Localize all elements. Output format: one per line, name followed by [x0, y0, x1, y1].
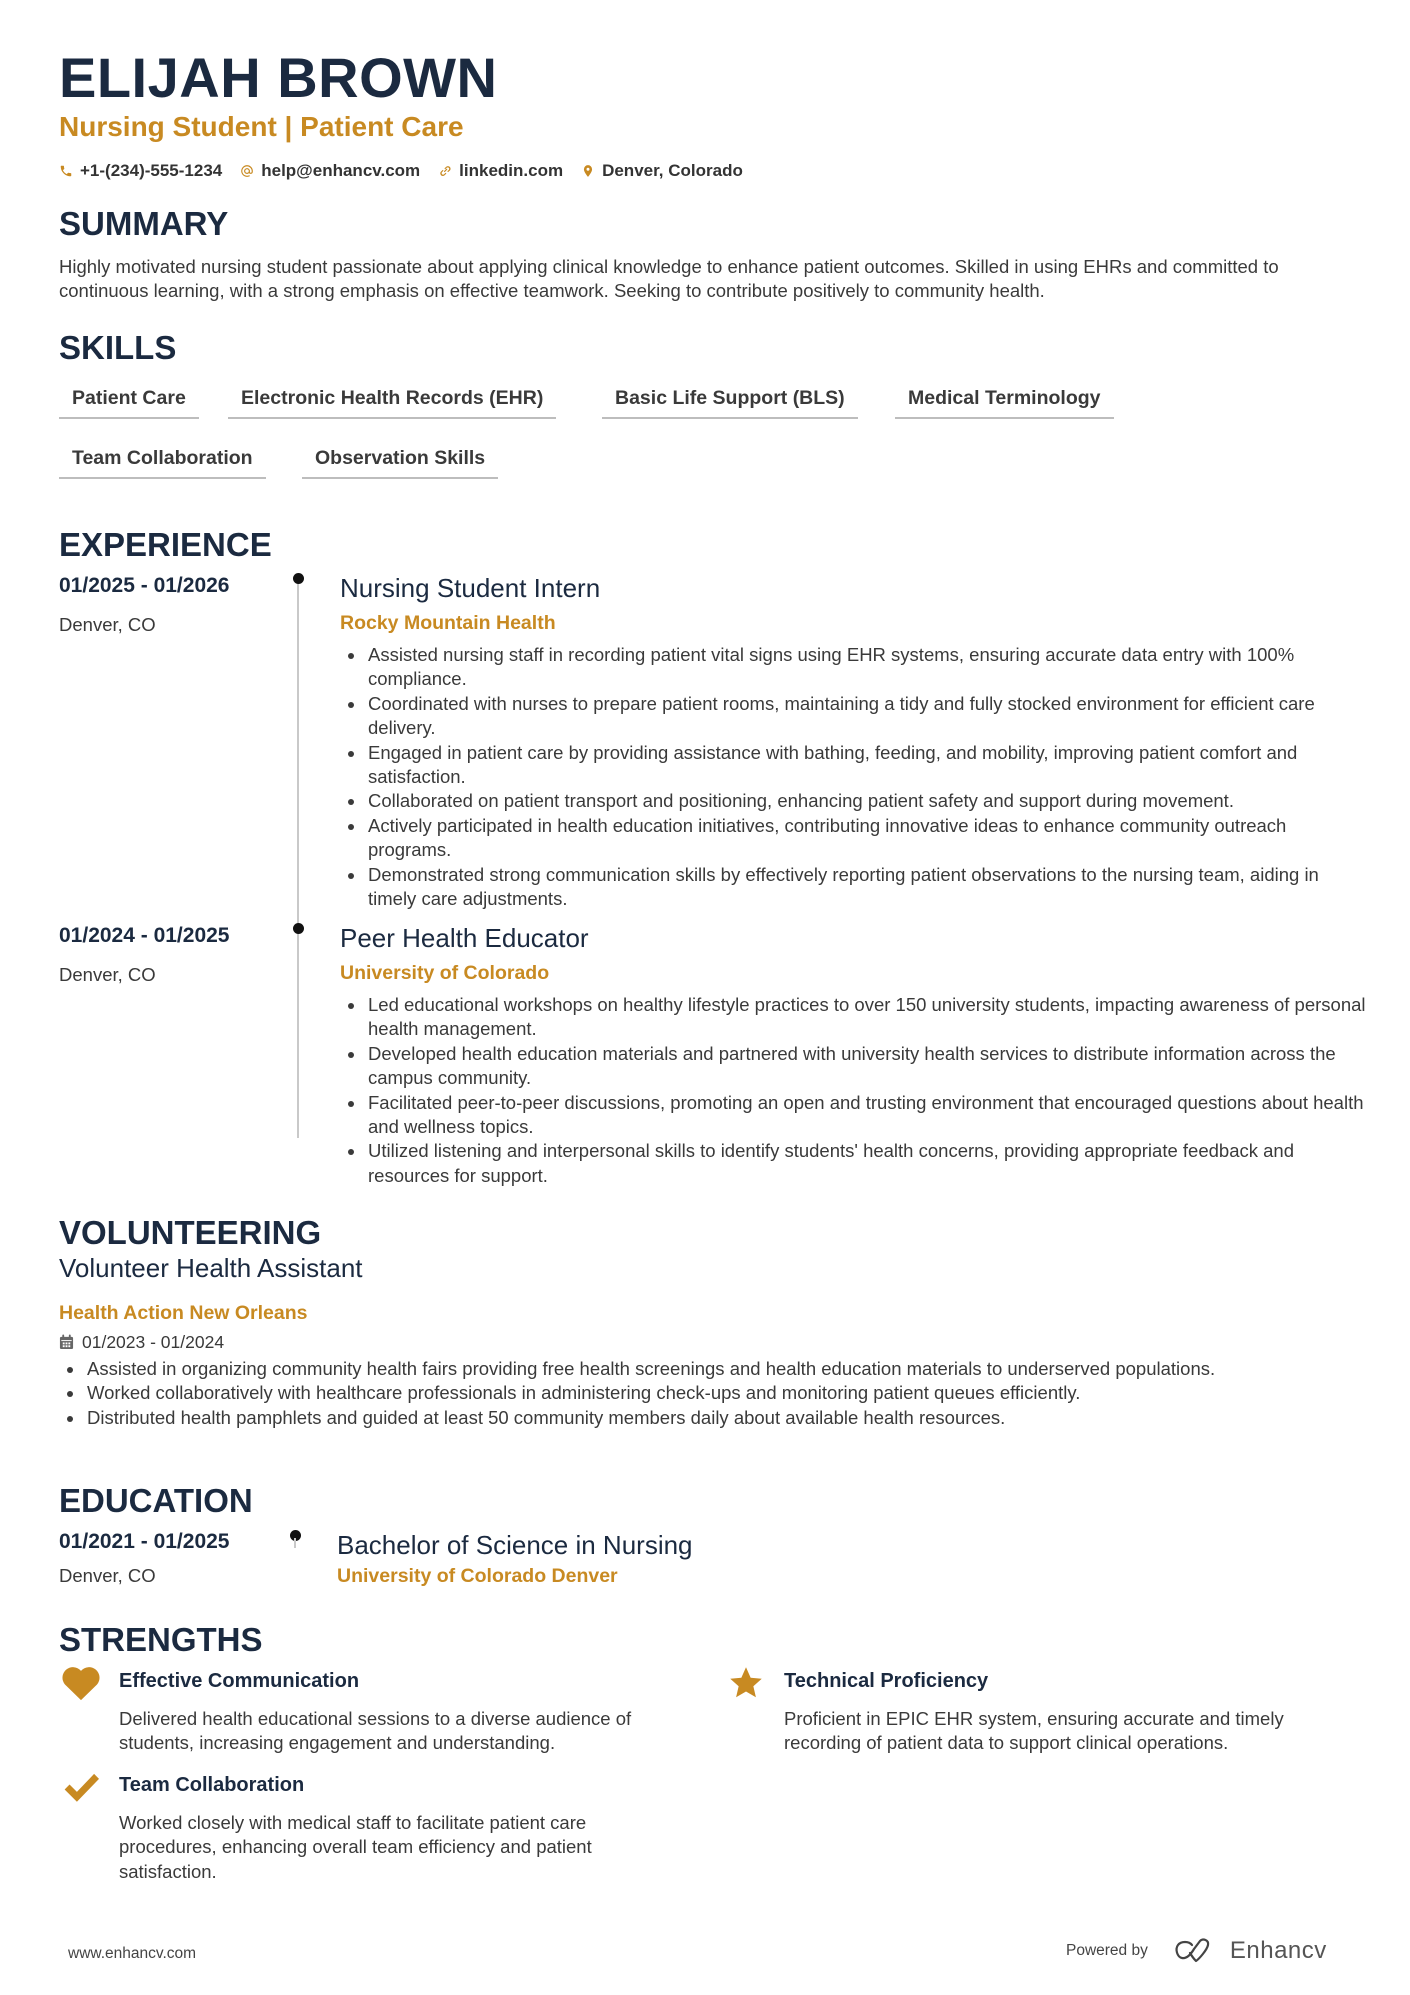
timeline-line [297, 578, 299, 1138]
star-icon [726, 1665, 766, 1701]
skill-chip: Patient Care [59, 383, 199, 419]
calendar-icon [59, 1334, 74, 1350]
phone-icon [59, 164, 73, 178]
contact-linkedin[interactable] [438, 161, 563, 181]
contact-bar [59, 160, 743, 182]
summary-text: Highly motivated nursing student passionate about applying clinical knowledge to enhance patient outcomes. Skilled in using EHRs and committed to continuous learning, with a strong emphasis on effective teamwork. Seeking to contribute positively to community health. [59, 256, 1279, 302]
bullet-item: Actively participated in health education initiatives, contributing innovative ideas to enhance community outreach programs. [340, 814, 1370, 863]
link-icon [438, 164, 452, 178]
brand-name: Enhancv [1229, 1937, 1327, 1964]
strength-title: Effective Communication [119, 1670, 360, 1692]
phone-text: +1-(234)-555-1234 [80, 161, 223, 180]
enhancv-logo-icon [1172, 1937, 1220, 1965]
bullet-item: Assisted nursing staff in recording patient vital signs using EHR systems, ensuring accurate data entry with 100% compliance. [340, 643, 1370, 692]
volunteer-bullets [59, 1357, 1319, 1430]
job-title: Peer Health Educator [340, 923, 589, 953]
bullet-item: Engaged in patient care by providing assistance with bathing, feeding, and mobility, improving patient comfort and satisfaction. [340, 741, 1370, 790]
skill-chip: Basic Life Support (BLS) [602, 383, 858, 419]
degree: Bachelor of Science in Nursing [337, 1530, 693, 1560]
volunteering-heading: VOLUNTEERING [59, 1214, 322, 1251]
strength-title: Team Collaboration [119, 1774, 305, 1796]
timeline-dot [293, 573, 304, 584]
job-dates: 01/2025 - 01/2026 [59, 574, 230, 597]
bullet-item: Led educational workshops on healthy lifestyle practices to over 150 university students, impacting awareness of personal health management. [340, 993, 1370, 1042]
job-location: Denver, CO [59, 614, 156, 635]
job-location: Denver, CO [59, 964, 156, 985]
job-company: University of Colorado [340, 962, 550, 984]
at-icon [240, 164, 254, 178]
bullet-item: Facilitated peer-to-peer discussions, promoting an open and trusting environment that encouraged questions about health and wellness topics. [340, 1091, 1370, 1140]
strength-desc: Worked closely with medical staff to facilitate patient care procedures, enhancing overall team efficiency and patient satisfaction. [119, 1812, 592, 1882]
timeline-dot [293, 923, 304, 934]
powered-by-label: Powered by [1066, 1942, 1148, 1959]
volunteer-dates-text: 01/2023 - 01/2024 [82, 1332, 225, 1352]
bullet-item: Demonstrated strong communication skills by effectively reporting patient observations to the nursing team, aiding in timely care adjustments. [340, 863, 1370, 912]
volunteer-org: Health Action New Orleans [59, 1302, 308, 1324]
skill-chip: Observation Skills [302, 443, 498, 479]
contact-email[interactable] [240, 161, 420, 181]
job-title: Nursing Student Intern [340, 573, 601, 603]
location-text: Denver, Colorado [602, 161, 743, 180]
experience-heading: EXPERIENCE [59, 526, 272, 563]
skills-heading: SKILLS [59, 329, 177, 366]
skill-chip: Team Collaboration [59, 443, 266, 479]
heart-icon [61, 1665, 101, 1701]
strength-desc: Proficient in EPIC EHR system, ensuring accurate and timely recording of patient data to support clinical operations. [784, 1708, 1284, 1754]
bullet-item: Distributed health pamphlets and guided at least 50 community members daily about available health resources. [59, 1406, 1319, 1430]
email-text: help@enhancv.com [261, 161, 421, 180]
strength-title: Technical Proficiency [784, 1670, 989, 1692]
school: University of Colorado Denver [337, 1565, 618, 1587]
location-pin-icon [581, 164, 595, 178]
skill-chip: Electronic Health Records (EHR) [228, 383, 556, 419]
bullet-item: Collaborated on patient transport and positioning, enhancing patient safety and support during movement. [340, 789, 1370, 813]
job-dates: 01/2024 - 01/2025 [59, 924, 230, 947]
education-heading: EDUCATION [59, 1482, 253, 1519]
bullet-item: Assisted in organizing community health fairs providing free health screenings and health education materials to underserved populations. [59, 1357, 1319, 1381]
footer-website-link[interactable]: www.enhancv.com [68, 1945, 197, 1962]
powered-by[interactable] [1066, 1934, 1327, 1968]
job-bullets [340, 643, 1370, 911]
bullet-item: Worked collaboratively with healthcare professionals in administering check-ups and monitoring patient queues efficiently. [59, 1381, 1319, 1405]
enhancv-brand [1172, 1937, 1327, 1965]
education-location: Denver, CO [59, 1565, 156, 1586]
job-company: Rocky Mountain Health [340, 612, 556, 634]
timeline-line [294, 1538, 296, 1548]
checkmark-icon [61, 1769, 101, 1805]
headline: Nursing Student | Patient Care [59, 111, 464, 142]
summary-heading: SUMMARY [59, 205, 229, 242]
job-bullets [340, 993, 1370, 1188]
strengths-heading: STRENGTHS [59, 1621, 263, 1658]
bullet-item: Utilized listening and interpersonal skills to identify students' health concerns, providing appropriate feedback and resources for support. [340, 1139, 1370, 1188]
education-dates: 01/2021 - 01/2025 [59, 1530, 230, 1553]
candidate-name: ELIJAH BROWN [59, 46, 498, 109]
linkedin-text: linkedin.com [459, 161, 564, 180]
volunteer-role: Volunteer Health Assistant [59, 1253, 363, 1283]
bullet-item: Developed health education materials and partnered with university health services to distribute information across the campus community. [340, 1042, 1370, 1091]
skill-chip: Medical Terminology [895, 383, 1114, 419]
strength-desc: Delivered health educational sessions to a diverse audience of students, increasing engagement and understanding. [119, 1708, 632, 1754]
volunteer-dates [59, 1331, 224, 1353]
contact-location [581, 161, 743, 181]
bullet-item: Coordinated with nurses to prepare patient rooms, maintaining a tidy and fully stocked environment for efficient care delivery. [340, 692, 1370, 741]
contact-phone[interactable] [59, 161, 222, 181]
